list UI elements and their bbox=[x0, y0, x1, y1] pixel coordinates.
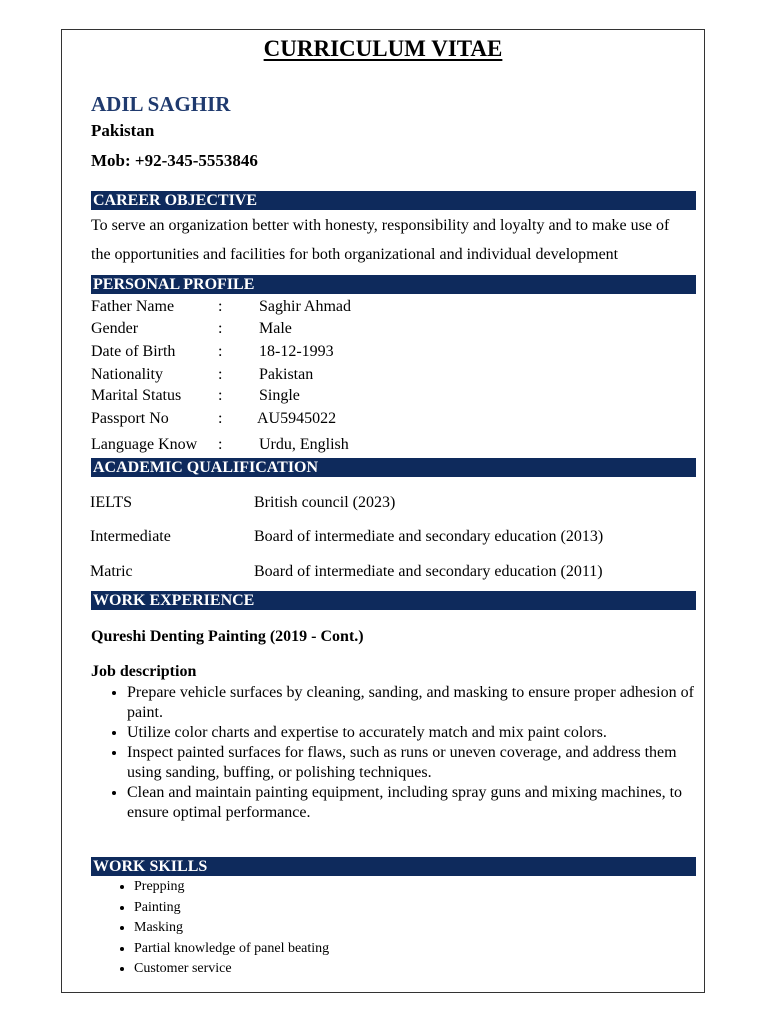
academic-value: British council (2023) bbox=[254, 494, 396, 511]
profile-label: Marital Status bbox=[91, 387, 182, 404]
document-title: CURRICULUM VITAE bbox=[263, 36, 503, 61]
job-description-heading: Job description bbox=[91, 663, 197, 680]
academic-label: Matric bbox=[90, 563, 133, 580]
profile-separator: : bbox=[218, 410, 223, 427]
profile-value: Single bbox=[259, 387, 300, 404]
candidate-mobile: Mob: +92-345-5553846 bbox=[91, 151, 258, 170]
section-career-objective: CAREER OBJECTIVE bbox=[91, 191, 696, 210]
list-item: • Prepare vehicle surfaces by cleaning, sanding, and masking to ensure proper adhesion of paint. bbox=[127, 683, 701, 723]
profile-label: Date of Birth bbox=[91, 343, 176, 360]
profile-separator: : bbox=[218, 320, 223, 337]
job-description-list bbox=[91, 683, 701, 823]
profile-value: Urdu, English bbox=[259, 436, 349, 453]
profile-value: Pakistan bbox=[259, 366, 314, 383]
objective-line-1: To serve an organization better with honesty, responsibility and loyalty and to make use of bbox=[91, 217, 670, 234]
objective-line-2: the opportunities and facilities for both organizational and individual development bbox=[91, 246, 619, 263]
cv-page bbox=[61, 29, 705, 993]
employer-name: Qureshi Denting Painting (2019 - Cont.) bbox=[91, 628, 364, 645]
academic-value: Board of intermediate and secondary education (2011) bbox=[254, 563, 603, 580]
profile-label: Father Name bbox=[91, 298, 175, 315]
section-academic-qualification: ACADEMIC QUALIFICATION bbox=[91, 458, 696, 477]
list-item: • Partial knowledge of panel beating bbox=[134, 939, 507, 960]
profile-separator: : bbox=[218, 366, 223, 383]
list-item: • Masking bbox=[134, 918, 507, 939]
academic-value: Board of intermediate and secondary education (2013) bbox=[254, 528, 604, 545]
section-work-experience: WORK EXPERIENCE bbox=[91, 591, 696, 610]
list-item: • Prepping bbox=[134, 877, 507, 898]
profile-label: Language Know bbox=[91, 436, 198, 453]
list-item: • Painting bbox=[134, 898, 507, 919]
profile-value: 18-12-1993 bbox=[259, 343, 334, 360]
profile-value: Saghir Ahmad bbox=[259, 298, 351, 315]
candidate-country: Pakistan bbox=[91, 121, 155, 140]
academic-label: IELTS bbox=[90, 494, 133, 511]
list-item: • Customer service bbox=[134, 959, 507, 980]
profile-label: Passport No bbox=[91, 410, 169, 427]
profile-separator: : bbox=[218, 436, 223, 453]
section-work-skills: WORK SKILLS bbox=[91, 857, 696, 876]
profile-separator: : bbox=[218, 343, 223, 360]
profile-value: Male bbox=[259, 320, 292, 337]
profile-separator: : bbox=[218, 387, 223, 404]
profile-separator: : bbox=[218, 298, 223, 315]
profile-label: Gender bbox=[91, 320, 139, 337]
list-item: • Inspect painted surfaces for flaws, such as runs or uneven coverage, and address them using sanding, buffing, or polishing techniques. bbox=[127, 743, 701, 783]
profile-label: Nationality bbox=[91, 366, 163, 383]
profile-value: AU5945022 bbox=[257, 410, 337, 427]
list-item: • Utilize color charts and expertise to accurately match and mix paint colors. bbox=[127, 723, 701, 743]
work-skills-list bbox=[107, 877, 507, 980]
candidate-name: ADIL SAGHIR bbox=[91, 92, 231, 116]
academic-label: Intermediate bbox=[90, 528, 171, 545]
section-personal-profile: PERSONAL PROFILE bbox=[91, 275, 696, 294]
list-item: • Clean and maintain painting equipment, including spray guns and mixing machines, to ensure optimal performance. bbox=[127, 783, 701, 823]
